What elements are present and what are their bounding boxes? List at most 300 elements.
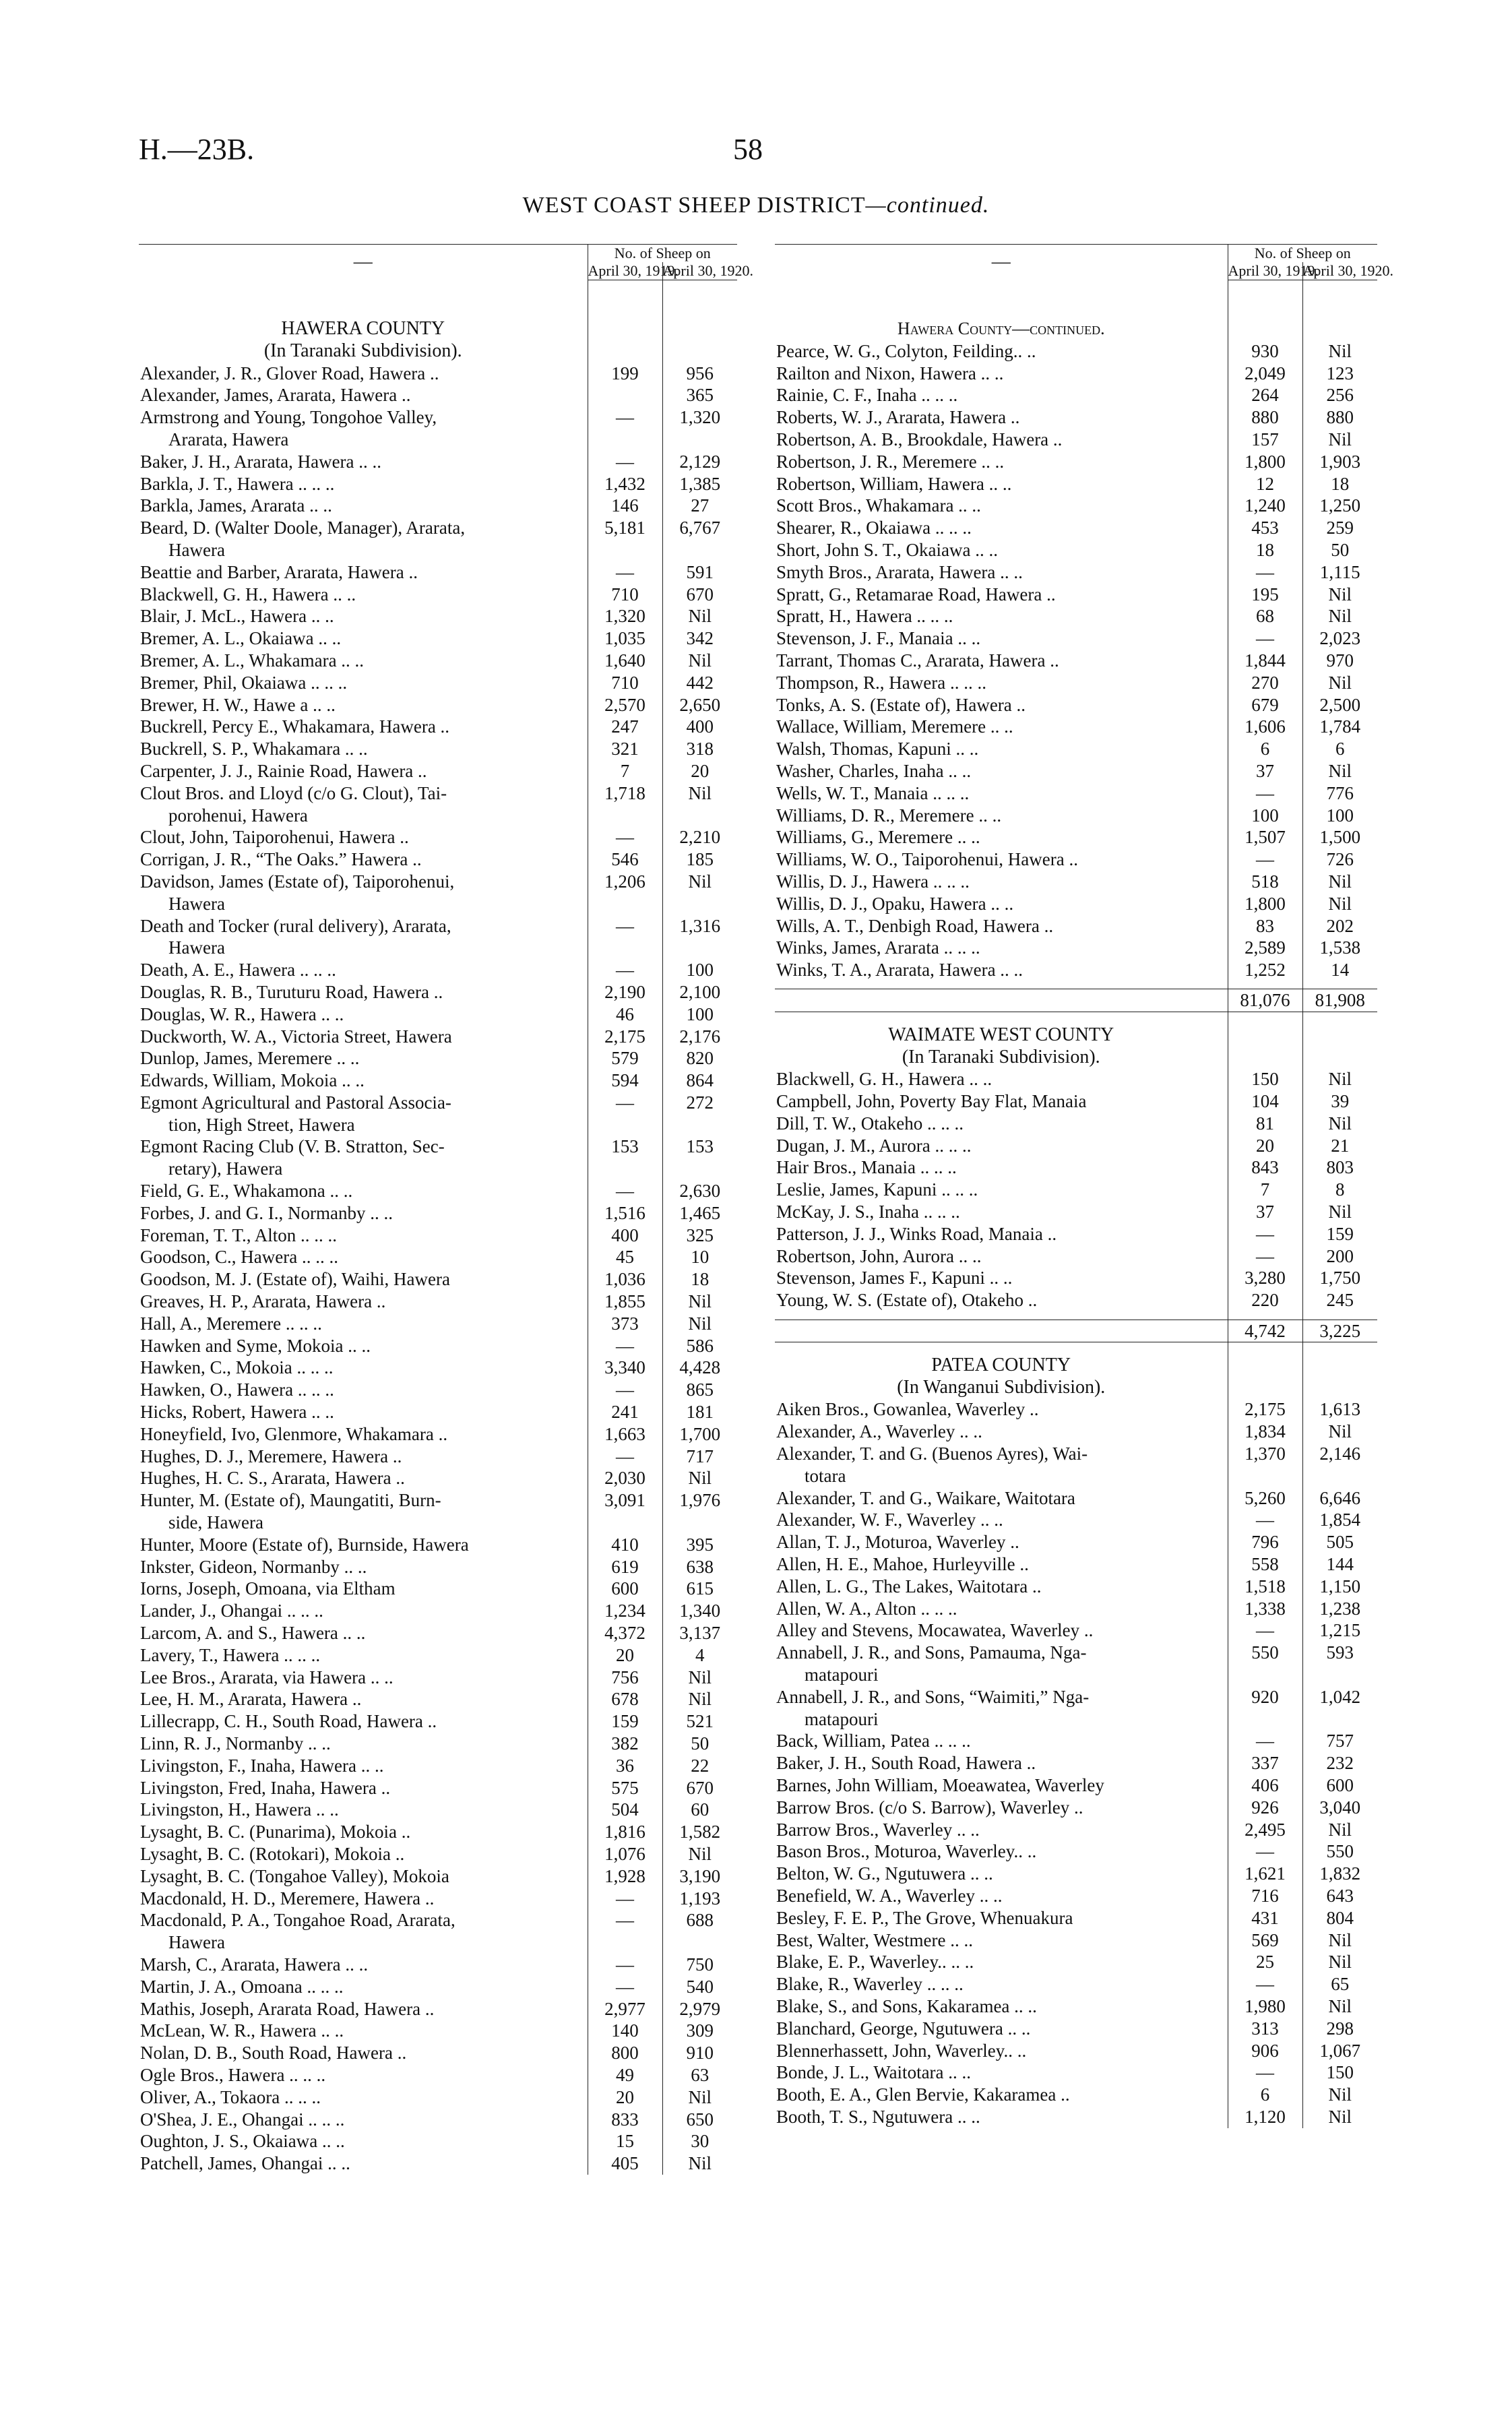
left-column <box>139 244 753 2175</box>
table-row <box>139 650 737 672</box>
sheep-1920: 1,320 <box>662 406 737 429</box>
sheep-1919: 1,320 <box>588 605 662 627</box>
sheep-1920: 643 <box>1302 1885 1377 1907</box>
entry-name: Winks, James, Ararata .. .. .. <box>776 937 980 958</box>
sheep-1919: 1,855 <box>588 1291 662 1313</box>
table-row <box>139 363 737 385</box>
entry-name: matapouri <box>805 1708 879 1729</box>
sheep-1920: Nil <box>1302 760 1377 782</box>
sheep-1919: 18 <box>1228 539 1302 561</box>
entry-name: Blake, E. P., Waverley.. .. .. <box>776 1952 974 1973</box>
sheep-1920: 442 <box>662 672 737 694</box>
sheep-1920: 2,979 <box>662 1998 737 2020</box>
table-row <box>775 1619 1377 1642</box>
entry-name: Hawera <box>168 539 225 560</box>
sheep-1920: 298 <box>1302 2018 1377 2040</box>
entry-name: Blair, J. McL., Hawera .. .. <box>140 606 334 627</box>
entry-name: Annabell, J. R., and Sons, “Waimiti,” Nga- <box>776 1686 1090 1707</box>
sheep-1920: 1,976 <box>662 1489 737 1512</box>
sheep-1920: Nil <box>662 782 737 805</box>
table-row <box>139 1888 737 1910</box>
table-row <box>139 2152 737 2175</box>
sheep-1920: 153 <box>662 1136 737 1158</box>
sheep-1919: 3,340 <box>588 1357 662 1379</box>
sheep-1919: 2,570 <box>588 694 662 716</box>
table-row <box>139 782 737 805</box>
entry-name: Lillecrapp, C. H., South Road, Hawera .. <box>140 1711 437 1732</box>
entry-name: Blake, S., and Sons, Kakaramea .. .. <box>776 1995 1037 2016</box>
entry-name: Blake, R., Waverley .. .. .. <box>776 1974 964 1995</box>
sheep-1920: 650 <box>662 2109 737 2131</box>
sheep-1919: 1,663 <box>588 1423 662 1446</box>
sheep-1919: 679 <box>1228 694 1302 716</box>
entry-name: Hall, A., Meremere .. .. .. <box>140 1313 322 1334</box>
entry-name: Robertson, J. R., Meremere .. .. <box>776 451 1005 472</box>
sheep-1919: 930 <box>1228 340 1302 363</box>
sheep-1920: 2,650 <box>662 694 737 716</box>
county-heading: HAWERA COUNTY <box>281 318 445 339</box>
sheep-1919: 37 <box>1228 760 1302 782</box>
sheep-1919: — <box>588 1954 662 1976</box>
entry-name: Clout Bros. and Lloyd (c/o G. Clout), Tai- <box>140 782 447 803</box>
table-row <box>139 1976 737 1998</box>
table-row <box>139 1954 737 1976</box>
sheep-1919: 20 <box>588 1644 662 1667</box>
sheep-1920: 717 <box>662 1446 737 1468</box>
sheep-1919: 594 <box>588 1069 662 1092</box>
entry-name: Hair Bros., Manaia .. .. .. <box>776 1157 957 1178</box>
entry-name: Young, W. S. (Estate of), Otakeho .. <box>776 1290 1038 1311</box>
entry-name: Benefield, W. A., Waverley .. .. <box>776 1885 1003 1906</box>
table-row <box>139 627 737 650</box>
sheep-1920 <box>662 1512 737 1534</box>
sheep-1920: 2,630 <box>662 1180 737 1202</box>
sheep-1919: 81 <box>1228 1113 1302 1135</box>
table-row <box>775 915 1377 937</box>
sheep-1919 <box>588 429 662 451</box>
entry-name: Alexander, T. and G. (Buenos Ayres), Wai- <box>776 1444 1088 1464</box>
total-1920: 81,908 <box>1302 989 1377 1012</box>
sheep-1919: 36 <box>588 1755 662 1777</box>
table-row <box>775 1135 1377 1157</box>
entry-name: Dugan, J. M., Aurora .. .. .. <box>776 1135 972 1156</box>
entry-name: Oughton, J. S., Okaiawa .. .. <box>140 2131 345 2152</box>
sheep-1920: 864 <box>662 1069 737 1092</box>
entry-name: Stevenson, James F., Kapuni .. .. <box>776 1268 1013 1289</box>
entry-name: Alexander, W. F., Waverley .. .. <box>776 1510 1003 1530</box>
sheep-1919 <box>588 384 662 406</box>
sheep-1920: 1,582 <box>662 1821 737 1843</box>
entry-name: Patchell, James, Ohangai .. .. <box>140 2153 350 2174</box>
sheep-1920: 39 <box>1302 1090 1377 1113</box>
sheep-1920 <box>1302 1465 1377 1487</box>
table-row <box>139 1069 737 1092</box>
header-dash: — <box>775 245 1228 280</box>
sheep-1919 <box>588 937 662 959</box>
entry-name: Washer, Charles, Inaha .. .. <box>776 760 972 781</box>
sheep-1920: 1,316 <box>662 915 737 937</box>
sheep-1919 <box>588 1114 662 1136</box>
table-row <box>139 1446 737 1468</box>
table-row <box>139 1158 737 1180</box>
sheep-1920: Nil <box>1302 1995 1377 2018</box>
sheep-1919: 159 <box>588 1710 662 1733</box>
entry-name: Best, Walter, Westmere .. .. <box>776 1929 974 1950</box>
sheep-1919: 600 <box>588 1578 662 1600</box>
entry-name: Alexander, A., Waverley .. .. <box>776 1421 982 1442</box>
entry-name: Edwards, William, Mokoia .. .. <box>140 1070 365 1091</box>
sheep-1919: 199 <box>588 363 662 385</box>
table-row <box>775 893 1377 915</box>
entry-name: Blackwell, G. H., Hawera .. .. <box>140 584 356 604</box>
sheep-1920: 6,646 <box>1302 1487 1377 1510</box>
table-row <box>139 1246 737 1268</box>
sheep-1920 <box>662 1931 737 1954</box>
report-reference: H.—23B. <box>139 133 255 166</box>
table-row <box>139 1379 737 1401</box>
table-row <box>139 805 737 827</box>
sheep-1919 <box>588 1931 662 1954</box>
county-heading-continued: Hawera County—continued. <box>897 319 1105 338</box>
entry-name: McKay, J. S., Inaha .. .. .. <box>776 1202 960 1222</box>
table-row <box>775 406 1377 429</box>
sheep-1920: 615 <box>662 1578 737 1600</box>
sheep-1920: 2,500 <box>1302 694 1377 716</box>
sheep-1920: Nil <box>1302 2084 1377 2106</box>
table-row <box>775 1465 1377 1487</box>
sheep-1920: 150 <box>1302 2061 1377 2084</box>
entry-name: Lysaght, B. C. (Tongahoe Valley), Mokoia <box>140 1865 449 1886</box>
sheep-1919: 796 <box>1228 1531 1302 1553</box>
sheep-1920: Nil <box>1302 2106 1377 2128</box>
table-row <box>139 1556 737 1578</box>
sheep-1920: 232 <box>1302 1752 1377 1774</box>
table-row <box>775 429 1377 451</box>
entry-name: Goodson, C., Hawera .. .. .. <box>140 1247 338 1268</box>
sheep-1919: 1,076 <box>588 1843 662 1865</box>
sheep-1919: 6 <box>1228 2084 1302 2106</box>
sheep-1920: 14 <box>1302 959 1377 981</box>
sheep-1919: 800 <box>588 2042 662 2064</box>
entry-name: Stevenson, J. F., Manaia .. .. <box>776 628 981 649</box>
table-row <box>775 716 1377 738</box>
sheep-1920: Nil <box>662 1843 737 1865</box>
sheep-1920: 3,190 <box>662 1865 737 1888</box>
table-row <box>775 1642 1377 1664</box>
table-row <box>139 1423 737 1446</box>
sheep-1920 <box>1302 1708 1377 1731</box>
table-row <box>775 1421 1377 1443</box>
entry-name: Macdonald, H. D., Meremere, Hawera .. <box>140 1888 435 1909</box>
sheep-1919 <box>1228 1708 1302 1731</box>
sheep-1920: Nil <box>1302 1929 1377 1952</box>
sheep-1920: Nil <box>1302 1951 1377 1973</box>
sheep-1919: 920 <box>1228 1686 1302 1708</box>
table-row <box>139 1313 737 1335</box>
sheep-1919: 6 <box>1228 738 1302 760</box>
entry-name: tion, High Street, Hawera <box>168 1114 355 1135</box>
table-row <box>139 384 737 406</box>
table-row <box>139 826 737 848</box>
table-row <box>775 605 1377 627</box>
sheep-1920: 688 <box>662 1909 737 1931</box>
sheep-1919: 146 <box>588 495 662 517</box>
table-row <box>139 1733 737 1755</box>
sheep-1920: 3,040 <box>1302 1797 1377 1819</box>
entry-name: Lysaght, B. C. (Punarima), Mokoia .. <box>140 1822 411 1842</box>
sheep-1919 <box>588 1158 662 1180</box>
table-row <box>775 2040 1377 2062</box>
sheep-1919: 2,589 <box>1228 937 1302 959</box>
page-title <box>0 193 1512 218</box>
table-row <box>139 760 737 782</box>
table-row <box>775 1819 1377 1841</box>
table-row <box>139 1268 737 1291</box>
entry-name: Robertson, A. B., Brookdale, Hawera .. <box>776 429 1063 449</box>
sheep-1919: 1,370 <box>1228 1443 1302 1465</box>
sheep-1920: Nil <box>1302 1113 1377 1135</box>
table-row <box>775 363 1377 385</box>
entry-name: Allan, T. J., Moturoa, Waverley .. <box>776 1532 1019 1553</box>
sheep-1920: 100 <box>662 1003 737 1026</box>
entry-name: Bonde, J. L., Waitotara .. .. <box>776 2062 972 2083</box>
table-row <box>139 1799 737 1821</box>
sheep-1920: 20 <box>662 760 737 782</box>
table-row <box>139 1180 737 1202</box>
sheep-1919: — <box>588 826 662 848</box>
sheep-1919: 1,432 <box>588 473 662 495</box>
entry-name: Beattie and Barber, Ararata, Hawera .. <box>140 561 418 582</box>
sheep-1919: 45 <box>588 1246 662 1268</box>
table-row <box>775 1973 1377 1995</box>
sheep-1920: 100 <box>1302 805 1377 827</box>
sheep-1920: 100 <box>662 959 737 981</box>
entry-name: Aiken Bros., Gowanlea, Waverley .. <box>776 1399 1039 1420</box>
table-row <box>775 871 1377 893</box>
sheep-1920: 365 <box>662 384 737 406</box>
table-row <box>139 1489 737 1512</box>
sheep-1919: 195 <box>1228 584 1302 606</box>
entry-name: Tarrant, Thomas C., Ararata, Hawera .. <box>776 650 1059 671</box>
entry-name: Buckrell, Percy E., Whakamara, Hawera .. <box>140 716 450 737</box>
table-row <box>775 2018 1377 2040</box>
sheep-1919: 2,977 <box>588 1998 662 2020</box>
table-row <box>775 1686 1377 1708</box>
right-body <box>775 280 1377 2128</box>
entry-name: matapouri <box>805 1665 879 1685</box>
table-row <box>139 1401 737 1423</box>
table-row <box>139 893 737 915</box>
sheep-1919: 405 <box>588 2152 662 2175</box>
sheep-1920: 1,465 <box>662 1202 737 1224</box>
sheep-1920: Nil <box>662 2152 737 2175</box>
sheep-1919: 710 <box>588 672 662 694</box>
sheep-1920: 1,854 <box>1302 1509 1377 1531</box>
sheep-1919: 1,036 <box>588 1268 662 1291</box>
table-row <box>775 517 1377 539</box>
entry-name: Baker, J. H., South Road, Hawera .. <box>776 1753 1036 1774</box>
entry-name: Alley and Stevens, Mocawatea, Waverley .. <box>776 1620 1094 1641</box>
total-1920: 3,225 <box>1302 1320 1377 1342</box>
entry-name: Lander, J., Ohangai .. .. .. <box>140 1601 323 1621</box>
table-row <box>775 473 1377 495</box>
county-heading: PATEA COUNTY <box>931 1354 1071 1375</box>
sheep-1919: 1,507 <box>1228 826 1302 848</box>
table-row <box>139 1688 737 1710</box>
entry-name: Hunter, M. (Estate of), Maungatiti, Burn- <box>140 1490 441 1511</box>
entry-name: Clout, John, Taiporohenui, Hawera .. <box>140 827 409 848</box>
table-row <box>775 1664 1377 1686</box>
entry-name: Field, G. E., Whakamona .. .. <box>140 1181 353 1202</box>
sheep-1920: 272 <box>662 1092 737 1114</box>
sheep-1920: 1,238 <box>1302 1598 1377 1620</box>
entry-name: Wallace, William, Meremere .. .. <box>776 716 1013 737</box>
table-row <box>139 429 737 451</box>
entry-name: Hawken, O., Hawera .. .. .. <box>140 1379 334 1400</box>
table-row <box>775 1885 1377 1907</box>
sheep-1919: 1,621 <box>1228 1863 1302 1885</box>
left-table <box>139 244 753 2175</box>
sheep-1919: 83 <box>1228 915 1302 937</box>
table-row <box>775 1156 1377 1179</box>
table-row <box>139 1578 737 1600</box>
entry-name: Willis, D. J., Hawera .. .. .. <box>776 871 970 892</box>
entry-name: Spratt, G., Retamarae Road, Hawera .. <box>776 584 1056 604</box>
sheep-1920 <box>662 1158 737 1180</box>
entry-name: Allen, W. A., Alton .. .. .. <box>776 1598 957 1619</box>
sheep-1920: Nil <box>1302 340 1377 363</box>
entry-name: Blackwell, G. H., Hawera .. .. <box>776 1069 993 1090</box>
entry-name: Dill, T. W., Otakeho .. .. .. <box>776 1113 964 1134</box>
sheep-1919: 20 <box>588 2086 662 2109</box>
sheep-1920: 3,137 <box>662 1622 737 1644</box>
table-row <box>139 1931 737 1954</box>
sheep-1919: 157 <box>1228 429 1302 451</box>
sheep-1920: 1,150 <box>1302 1576 1377 1598</box>
sheep-1919: 49 <box>588 2064 662 2086</box>
entry-name: totara <box>805 1465 846 1486</box>
sheep-1919: 270 <box>1228 672 1302 694</box>
entry-name: Foreman, T. T., Alton .. .. .. <box>140 1224 337 1245</box>
sheep-1919: 68 <box>1228 605 1302 627</box>
entry-name: Greaves, H. P., Ararata, Hawera .. <box>140 1291 386 1312</box>
entry-name: Marsh, C., Ararata, Hawera .. .. <box>140 1954 369 1975</box>
table-row <box>139 1467 737 1489</box>
sheep-1920: 63 <box>662 2064 737 2086</box>
sheep-1920 <box>662 893 737 915</box>
sheep-1920: 726 <box>1302 848 1377 871</box>
sheep-1919: 1,640 <box>588 650 662 672</box>
entry-name: Alexander, James, Ararata, Hawera .. <box>140 385 411 406</box>
sheep-1920: Nil <box>1302 893 1377 915</box>
sheep-1920: 159 <box>1302 1223 1377 1245</box>
sheep-1919: 3,280 <box>1228 1267 1302 1289</box>
sheep-1919: 710 <box>588 584 662 606</box>
entry-name: Barkla, James, Ararata .. .. <box>140 495 332 516</box>
table-row <box>139 2020 737 2042</box>
sheep-1920: 4 <box>662 1644 737 1667</box>
header-year-1919: April 30, 1919. <box>1228 262 1319 279</box>
entry-name: Allen, H. E., Mahoe, Hurleyville .. <box>776 1554 1029 1575</box>
sheep-1920: Nil <box>662 605 737 627</box>
sheep-1920: 1,067 <box>1302 2040 1377 2062</box>
table-row <box>139 1667 737 1689</box>
table-row <box>775 2084 1377 2106</box>
entry-name: Booth, T. S., Ngutuwera .. .. <box>776 2106 980 2127</box>
table-row <box>775 1907 1377 1929</box>
sheep-1920: Nil <box>1302 672 1377 694</box>
entry-name: Dunlop, James, Meremere .. .. <box>140 1048 360 1069</box>
table-row <box>775 1201 1377 1223</box>
entry-name: Death, A. E., Hawera .. .. .. <box>140 960 336 981</box>
entry-name: Nolan, D. B., South Road, Hawera .. <box>140 2043 407 2064</box>
sheep-1919: 100 <box>1228 805 1302 827</box>
entry-name: Douglas, W. R., Hawera .. .. <box>140 1003 344 1024</box>
sheep-1920: 670 <box>662 584 737 606</box>
table-row <box>775 2061 1377 2084</box>
table-row <box>775 1398 1377 1421</box>
table-row <box>775 959 1377 981</box>
table-row <box>775 805 1377 827</box>
sheep-1920: Nil <box>662 1467 737 1489</box>
entry-name: Forbes, J. and G. I., Normanby .. .. <box>140 1202 393 1223</box>
sheep-1919: — <box>1228 1509 1302 1531</box>
sheep-1919: 1,816 <box>588 1821 662 1843</box>
sheep-1919: 153 <box>588 1136 662 1158</box>
table-row <box>139 871 737 893</box>
sheep-1919: 220 <box>1228 1289 1302 1311</box>
entry-name: Allen, L. G., The Lakes, Waitotara .. <box>776 1576 1042 1596</box>
sheep-1919: 264 <box>1228 384 1302 406</box>
sheep-1920: Nil <box>662 650 737 672</box>
sheep-1919: 400 <box>588 1224 662 1247</box>
sheep-1920: 30 <box>662 2130 737 2152</box>
sheep-1920: 1,500 <box>1302 826 1377 848</box>
entry-name: Railton and Nixon, Hawera .. .. <box>776 363 1004 383</box>
sheep-1919: 12 <box>1228 473 1302 495</box>
sheep-1920: Nil <box>1302 605 1377 627</box>
sheep-1920: 60 <box>662 1799 737 1821</box>
sheep-1920: 50 <box>662 1733 737 1755</box>
sheep-1919: — <box>1228 1730 1302 1752</box>
sheep-1920: Nil <box>662 871 737 893</box>
table-row <box>139 1202 737 1224</box>
entry-name: Bremer, A. L., Okaiawa .. .. <box>140 628 342 649</box>
table-row <box>775 782 1377 805</box>
sheep-1920: Nil <box>662 1313 737 1335</box>
table-row <box>139 1998 737 2020</box>
sheep-1920: 18 <box>662 1268 737 1291</box>
table-row <box>775 1929 1377 1952</box>
table-row <box>139 716 737 738</box>
sheep-1919: — <box>588 1888 662 1910</box>
table-row <box>139 1003 737 1026</box>
header-year-1920: April 30, 1920. <box>1302 262 1393 279</box>
table-row <box>775 1509 1377 1531</box>
entry-name: Alexander, T. and G., Waikare, Waitotara <box>776 1487 1075 1508</box>
sheep-1920: 750 <box>662 1954 737 1976</box>
sheep-1919: 247 <box>588 716 662 738</box>
sheep-1920: Nil <box>1302 584 1377 606</box>
entry-name: Livingston, F., Inaha, Hawera .. .. <box>140 1755 384 1776</box>
table-row <box>139 605 737 627</box>
table-row <box>139 1335 737 1357</box>
table-row <box>139 1092 737 1114</box>
sheep-1919: — <box>588 1335 662 1357</box>
sheep-1920 <box>662 1114 737 1136</box>
sheep-1920: 910 <box>662 2042 737 2064</box>
entry-name: Davidson, James (Estate of), Taiporohenui, <box>140 871 455 892</box>
